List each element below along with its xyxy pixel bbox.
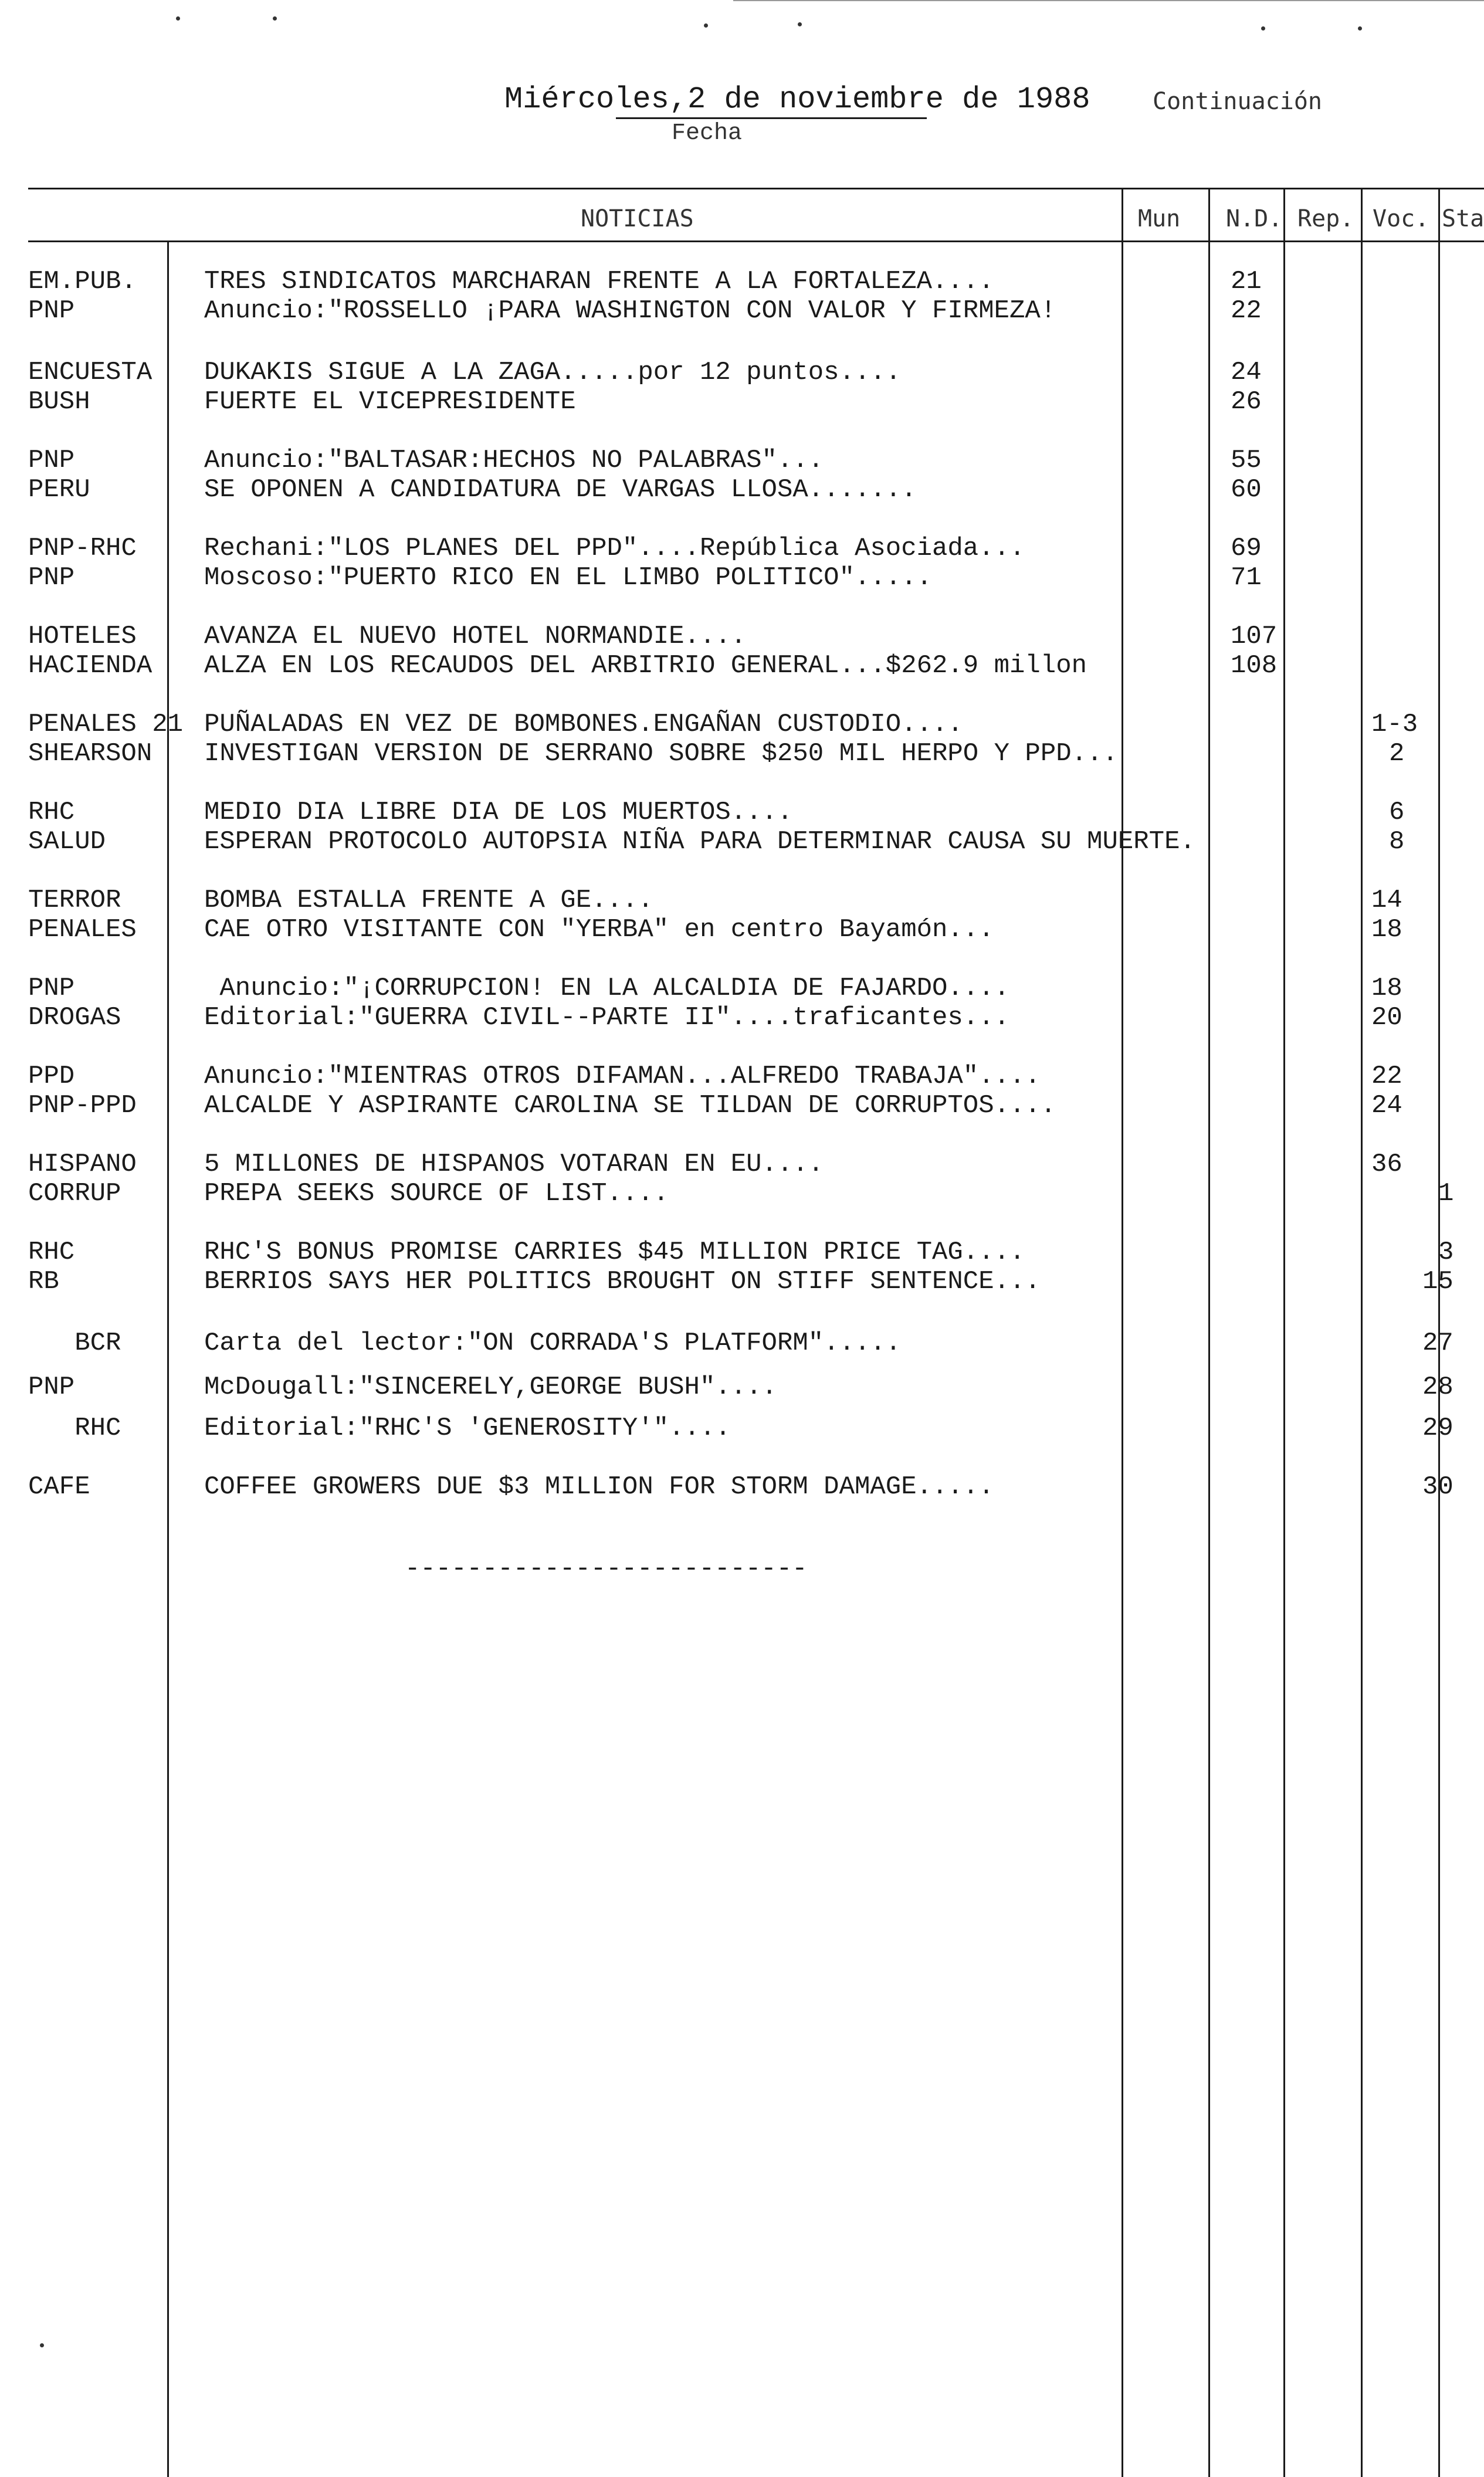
row-section: SHEARSON bbox=[28, 739, 153, 768]
row-headline: ESPERAN PROTOCOLO AUTOPSIA NIÑA PARA DETERMINAR CAUSA SU MUERTE. bbox=[204, 827, 1195, 856]
row-section: ENCUESTA bbox=[28, 358, 153, 387]
row-section: RHC bbox=[28, 798, 75, 827]
row-headline: Moscoso:"PUERTO RICO EN EL LIMBO POLITICO"..... bbox=[204, 563, 933, 592]
row-headline: BOMBA ESTALLA FRENTE A GE.... bbox=[204, 886, 653, 915]
row-section: EM.PUB. bbox=[28, 267, 137, 296]
row-headline: DUKAKIS SIGUE A LA ZAGA.....por 12 puntos.... bbox=[204, 358, 902, 387]
row-headline: COFFEE GROWERS DUE $3 MILLION FOR STORM DAMAGE..... bbox=[204, 1472, 994, 1502]
row-nd: 71 bbox=[1231, 563, 1262, 592]
col-divider-voc bbox=[1361, 188, 1363, 2477]
row-section: HOTELES bbox=[28, 622, 137, 651]
col-header-mun: Mun bbox=[1138, 205, 1181, 232]
row-section: PNP bbox=[28, 974, 75, 1003]
scan-top-edge bbox=[733, 0, 1484, 1]
row-headline: RHC'S BONUS PROMISE CARRIES $45 MILLION PRICE TAG.... bbox=[204, 1238, 1025, 1267]
row-headline: Editorial:"RHC'S 'GENEROSITY'".... bbox=[204, 1414, 731, 1443]
row-section: RHC bbox=[28, 1238, 75, 1267]
row-voc: 18 bbox=[1371, 915, 1402, 944]
scan-speck bbox=[1358, 26, 1362, 31]
row-section: PERU bbox=[28, 475, 90, 504]
table-top-rule bbox=[28, 188, 1484, 189]
row-headline: McDougall:"SINCERELY,GEORGE BUSH".... bbox=[204, 1373, 777, 1402]
row-voc: 18 bbox=[1371, 974, 1402, 1003]
row-section: SALUD bbox=[28, 827, 106, 856]
row-section: PNP bbox=[28, 296, 75, 326]
row-voc: 6 bbox=[1389, 798, 1405, 827]
scan-speck bbox=[273, 16, 277, 21]
row-section: PENALES 21 bbox=[28, 710, 184, 739]
row-st: 28 bbox=[1422, 1373, 1453, 1402]
row-headline: Anuncio:"ROSSELLO ¡PARA WASHINGTON CON VALOR Y FIRMEZA! bbox=[204, 296, 1056, 326]
row-section: PNP bbox=[28, 446, 75, 475]
row-st: 1 bbox=[1438, 1179, 1454, 1208]
scan-speck bbox=[798, 22, 802, 26]
col-header-news: NOTICIAS bbox=[581, 205, 694, 232]
row-section: PNP-PPD bbox=[28, 1091, 137, 1120]
row-headline: Anuncio:"BALTASAR:HECHOS NO PALABRAS"... bbox=[204, 446, 824, 475]
row-nd: 60 bbox=[1231, 475, 1262, 504]
row-headline: SE OPONEN A CANDIDATURA DE VARGAS LLOSA....... bbox=[204, 475, 917, 504]
row-section: PNP bbox=[28, 1373, 75, 1402]
col-header-st: Sta bbox=[1442, 205, 1484, 232]
row-headline: Anuncio:"MIENTRAS OTROS DIFAMAN...ALFREDO TRABAJA".... bbox=[204, 1062, 1041, 1091]
row-nd: 26 bbox=[1231, 387, 1262, 416]
row-section: HISPANO bbox=[28, 1150, 137, 1179]
row-voc: 14 bbox=[1371, 886, 1402, 915]
col-divider-rep bbox=[1283, 188, 1285, 2477]
row-headline: Anuncio:"¡CORRUPCION! EN LA ALCALDIA DE FAJARDO.... bbox=[204, 974, 1010, 1003]
col-divider-section bbox=[167, 240, 169, 2477]
row-nd: 108 bbox=[1231, 651, 1278, 680]
row-section: BCR bbox=[28, 1329, 121, 1358]
row-section: CORRUP bbox=[28, 1179, 121, 1208]
row-voc: 2 bbox=[1389, 739, 1405, 768]
date-underline bbox=[616, 117, 927, 119]
col-header-nd: N.D. bbox=[1226, 205, 1283, 232]
row-headline: BERRIOS SAYS HER POLITICS BROUGHT ON STIFF SENTENCE... bbox=[204, 1267, 1041, 1296]
row-headline: Rechani:"LOS PLANES DEL PPD"....República Asociada... bbox=[204, 534, 1025, 563]
row-st: 3 bbox=[1438, 1238, 1454, 1267]
row-section: CAFE bbox=[28, 1472, 90, 1502]
row-headline: FUERTE EL VICEPRESIDENTE bbox=[204, 387, 576, 416]
row-headline: PUÑALADAS EN VEZ DE BOMBONES.ENGAÑAN CUSTODIO.... bbox=[204, 710, 963, 739]
row-headline: ALCALDE Y ASPIRANTE CAROLINA SE TILDAN DE CORRUPTOS.... bbox=[204, 1091, 1056, 1120]
date-caption: Fecha bbox=[672, 120, 743, 147]
end-of-list-rule: -------------------------- bbox=[405, 1554, 808, 1584]
page-date: Miércoles,2 de noviembre de 1988 bbox=[504, 82, 1090, 117]
row-st: 15 bbox=[1422, 1267, 1453, 1296]
col-header-rep: Rep. bbox=[1297, 205, 1354, 232]
row-headline: PREPA SEEKS SOURCE OF LIST.... bbox=[204, 1179, 669, 1208]
row-headline: Editorial:"GUERRA CIVIL--PARTE II"....traficantes... bbox=[204, 1003, 1010, 1032]
row-nd: 24 bbox=[1231, 358, 1262, 387]
col-divider-mun bbox=[1122, 188, 1123, 2477]
row-section: PNP-RHC bbox=[28, 534, 137, 563]
row-st: 30 bbox=[1422, 1472, 1453, 1502]
row-section: TERROR bbox=[28, 886, 121, 915]
scan-speck bbox=[1261, 26, 1265, 31]
row-voc: 36 bbox=[1371, 1150, 1402, 1179]
row-section: BUSH bbox=[28, 387, 90, 416]
row-section: PNP bbox=[28, 563, 75, 592]
row-headline: AVANZA EL NUEVO HOTEL NORMANDIE.... bbox=[204, 622, 747, 651]
row-nd: 55 bbox=[1231, 446, 1262, 475]
row-voc: 1-3 bbox=[1371, 710, 1418, 739]
row-nd: 69 bbox=[1231, 534, 1262, 563]
row-headline: ALZA EN LOS RECAUDOS DEL ARBITRIO GENERAL...$262.9 millon bbox=[204, 651, 1087, 680]
row-headline: INVESTIGAN VERSION DE SERRANO SOBRE $250 MIL HERPO Y PPD... bbox=[204, 739, 1118, 768]
col-header-voc: Voc. bbox=[1373, 205, 1429, 232]
row-nd: 22 bbox=[1231, 296, 1262, 326]
row-headline: TRES SINDICATOS MARCHARAN FRENTE A LA FORTALEZA.... bbox=[204, 267, 994, 296]
scan-speck bbox=[704, 23, 708, 28]
continuation-label: Continuación bbox=[1153, 88, 1322, 115]
row-st: 27 bbox=[1422, 1329, 1453, 1358]
row-nd: 107 bbox=[1231, 622, 1278, 651]
row-section: PPD bbox=[28, 1062, 75, 1091]
row-st: 29 bbox=[1422, 1414, 1453, 1443]
row-voc: 22 bbox=[1371, 1062, 1402, 1091]
scan-speck bbox=[40, 2343, 44, 2347]
row-headline: Carta del lector:"ON CORRADA'S PLATFORM"..... bbox=[204, 1329, 902, 1358]
row-headline: CAE OTRO VISITANTE CON "YERBA" en centro Bayamón... bbox=[204, 915, 994, 944]
row-section: DROGAS bbox=[28, 1003, 121, 1032]
row-voc: 24 bbox=[1371, 1091, 1402, 1120]
row-headline: 5 MILLONES DE HISPANOS VOTARAN EN EU.... bbox=[204, 1150, 824, 1179]
col-divider-nd bbox=[1208, 188, 1210, 2477]
scan-speck bbox=[176, 16, 180, 21]
row-voc: 20 bbox=[1371, 1003, 1402, 1032]
row-voc: 8 bbox=[1389, 827, 1405, 856]
row-section: RB bbox=[28, 1267, 59, 1296]
row-section: RHC bbox=[28, 1414, 121, 1443]
row-nd: 21 bbox=[1231, 267, 1262, 296]
row-headline: MEDIO DIA LIBRE DIA DE LOS MUERTOS.... bbox=[204, 798, 793, 827]
row-section: HACIENDA bbox=[28, 651, 153, 680]
row-section: PENALES bbox=[28, 915, 137, 944]
table-header-rule bbox=[28, 240, 1484, 242]
